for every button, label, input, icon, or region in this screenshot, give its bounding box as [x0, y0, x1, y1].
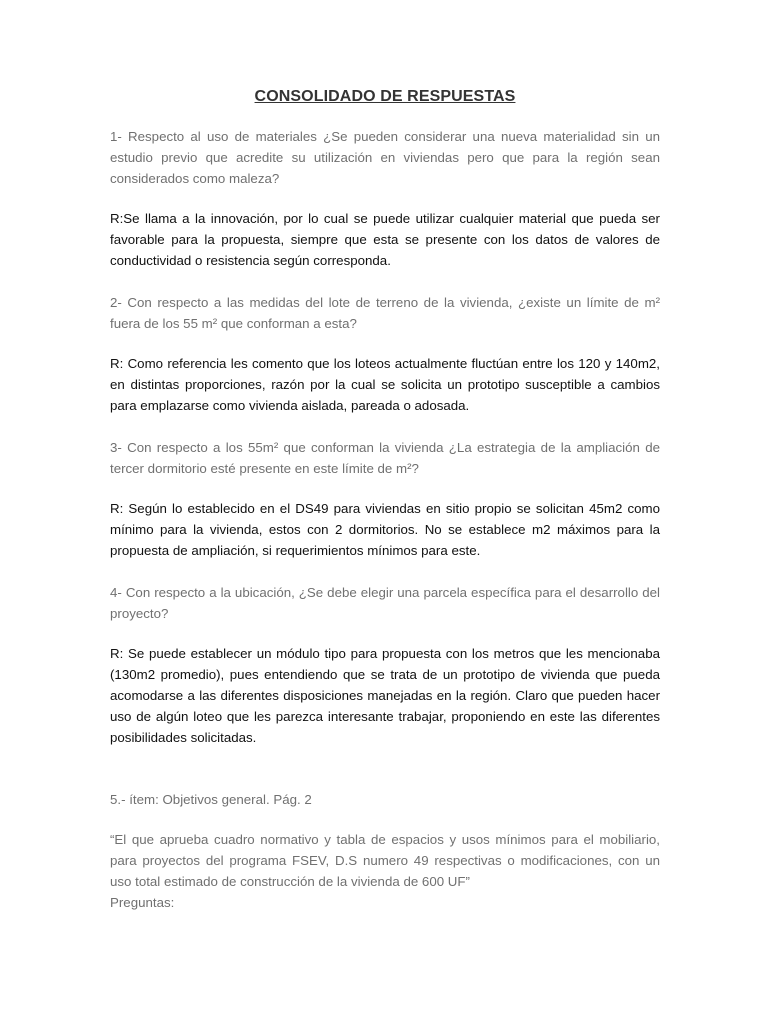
- answer-1: R:Se llama a la innovación, por lo cual se puede utilizar cualquier material que pueda ser favorable para la propuesta, siempre que esta se presente con los datos de valores de conductividad o resistencia según corresponda.: [110, 211, 660, 268]
- question-4: 4- Con respecto a la ubicación, ¿Se debe elegir una parcela específica para el desarrollo del proyecto?: [110, 585, 660, 621]
- answer-2: R: Como referencia les comento que los loteos actualmente fluctúan entre los 120 y 140m2, en distintas proporciones, razón por la cual se solicita un prototipo susceptible a cambios para emplazarse como vivienda aislada, pareada o adosada.: [110, 356, 660, 413]
- questions-label: Preguntas:: [110, 895, 175, 910]
- question-2: 2- Con respecto a las medidas del lote de terreno de la vivienda, ¿existe un límite de m² fuera de los 55 m² que conforman a esta?: [110, 295, 660, 331]
- answer-4: R: Se puede establecer un módulo tipo para propuesta con los metros que les mencionaba (130m2 promedio), pues entendiendo que se trata de un prototipo de vivienda que pueda acomodarse a las diferentes disposiciones manejadas en la región. Claro que pueden hacer uso de algún loteo que les parezca interesante trabajar, proponiendo en este las diferentes posibilidades solicitadas.: [110, 646, 660, 745]
- answer-3: R: Según lo establecido en el DS49 para viviendas en sitio propio se solicitan 45m2 como mínimo para la vivienda, estos con 2 dormitorios. No se establece m2 máximos para la propuesta de ampliación, si requerimientos mínimos para este.: [110, 501, 660, 558]
- item-5-quote: “El que aprueba cuadro normativo y tabla de espacios y usos mínimos para el mobiliario, para proyectos del programa FSEV, D.S numero 49 respectivas o modificaciones, con un uso total estimado de construcción de la vivienda de 600 UF”: [110, 832, 660, 889]
- question-3: 3- Con respecto a los 55m² que conforman la vivienda ¿La estrategia de la ampliación de tercer dormitorio esté presente en este límite de m²?: [110, 440, 660, 476]
- document-page: [110, 88, 660, 913]
- item-5-heading: 5.- ítem: Objetivos general. Pág. 2: [110, 792, 312, 807]
- document-title: CONSOLIDADO DE RESPUESTAS: [254, 88, 516, 105]
- question-1: 1- Respecto al uso de materiales ¿Se pueden considerar una nueva materialidad sin un estudio previo que acredite su utilización en viviendas pero que para la región sean considerados como maleza?: [110, 129, 660, 186]
